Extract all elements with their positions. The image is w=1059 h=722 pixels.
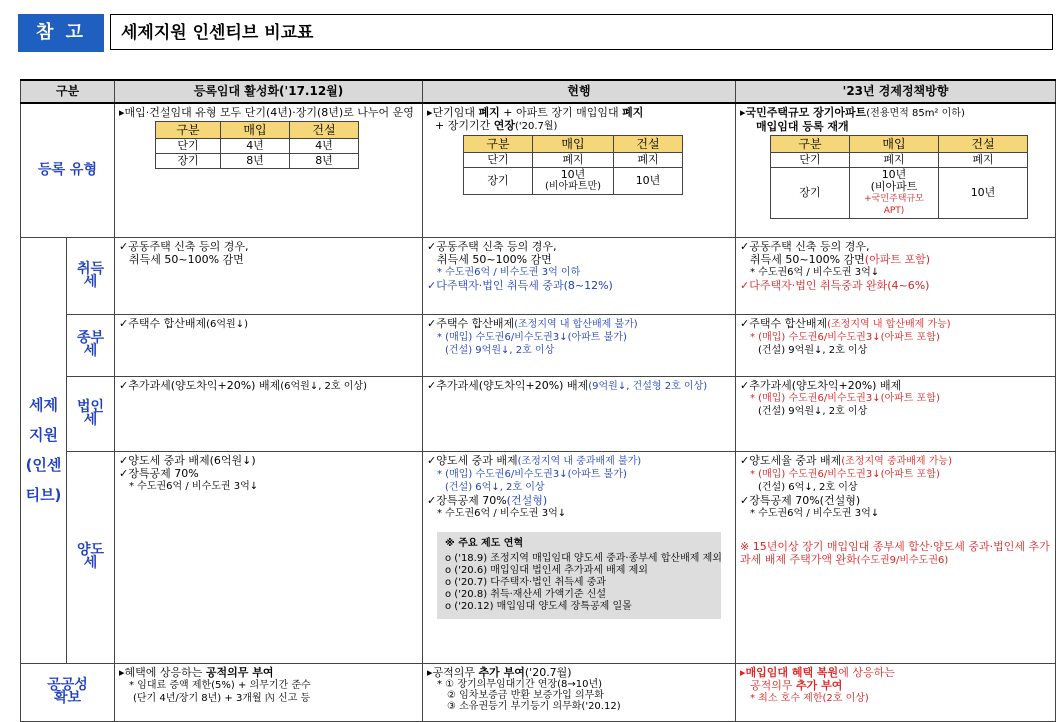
- t: * 수도권6억 / 비수도권 3억↓: [750, 266, 880, 278]
- t: ✓추가과세(양도차익+20%) 배제: [740, 378, 902, 392]
- sub-cell: [850, 168, 939, 219]
- corp-2017-cell: [115, 376, 423, 451]
- t: ✓장특공제 70%(건설형): [740, 493, 861, 507]
- reg-2023-cell: [736, 103, 1056, 237]
- t: ※ 주요 제도 연혁: [445, 537, 524, 549]
- sub-h: 구분: [464, 136, 533, 153]
- t: 추가 부여: [478, 665, 525, 679]
- comp-current-cell: [423, 314, 736, 376]
- reg-current-subtable: [463, 135, 683, 195]
- t: ✓주택수 합산배제: [740, 316, 828, 330]
- t: 취득세 50~100% 감면: [129, 252, 244, 266]
- t: 공적의무 부여: [205, 665, 274, 679]
- sub-h: 매입: [533, 136, 614, 153]
- t: * 수도권6억 / 비수도권 3억↓: [129, 480, 259, 492]
- t: 확보: [53, 690, 82, 706]
- reference-badge: 참 고: [18, 14, 104, 52]
- sub-cell: 8년: [221, 154, 290, 169]
- row-label-acquisition-tax: 취득세: [67, 237, 115, 314]
- t: (아파트 불가): [567, 331, 627, 343]
- t: (건설) 6억↓, 2호 이상: [758, 481, 858, 493]
- t: ✓양도세율 중과 배제: [740, 453, 842, 467]
- history-item: o ('18.9) 조정지역 매입임대 양도세 중과·종부세 합산배제 제외: [445, 552, 722, 564]
- sub-cell: 4년: [221, 139, 290, 154]
- t: 연장: [493, 119, 515, 132]
- row-group-tax-support: [21, 237, 67, 663]
- t: ③ 소유권등기 부기등기 의무화('20.12): [447, 700, 621, 712]
- t: (비아파트: [870, 180, 918, 193]
- col-header-2023: '23년 경제정책방향: [736, 80, 1056, 103]
- t: (단기 4년/장기 8년) + 3개월 內 신고 등: [133, 692, 311, 704]
- t: ✓양도세 중과 배제: [427, 453, 518, 467]
- t: 세제: [29, 396, 58, 414]
- sub-cell: 폐지: [533, 153, 614, 168]
- pub-2017-cell: [115, 663, 423, 721]
- comp-2017-cell: [115, 314, 423, 376]
- t: ✓장특공제 70%: [427, 493, 507, 507]
- col-header-2017: 등록임대 활성화('17.12월): [115, 80, 423, 103]
- t: (수도권9/비수도권6): [856, 554, 949, 566]
- acq-current-cell: [423, 237, 736, 314]
- sub-cell: 장기: [771, 168, 850, 219]
- t: (조정지역 중과배제 가능): [841, 455, 952, 467]
- t: (조정지역 내 합산배제 불가): [514, 318, 638, 330]
- row-label-public-interest: [21, 663, 115, 721]
- acq-2023-cell: [736, 237, 1056, 314]
- t: (아파트 불가): [567, 468, 627, 480]
- history-item: o ('20.6) 매입임대 법인세 추가과세 배제 제외: [445, 564, 648, 576]
- t: 추가 부여: [796, 678, 843, 692]
- t: * (매입) 수도권6/비수도권3↓(아파트 포함): [750, 468, 940, 480]
- t: ▸공적의무: [427, 665, 479, 679]
- corp-2023-cell: [736, 376, 1056, 451]
- t: ✓장특공제 70%: [119, 466, 199, 480]
- t: ('20.7월): [514, 121, 558, 132]
- t: + 장기기간: [435, 119, 494, 132]
- t: ※ 15년이상 장기 매입임대 종부세 합산·양도세 중과·법인세 추가과세 배제 주택가액 완화: [740, 539, 1050, 566]
- t: * 임대료 증액 제한(5%) + 의무기간 준수: [129, 679, 311, 691]
- t: ✓다주택자·법인 취득중과 완화(4~6%): [740, 278, 930, 292]
- t: 취득세 50~100% 감면: [437, 252, 552, 266]
- sub-cell: 폐지: [614, 153, 683, 168]
- sub-h: 매입: [221, 122, 290, 139]
- sub-cell: 8년: [290, 154, 359, 169]
- comp-2023-cell: [736, 314, 1056, 376]
- t: * (매입) 수도권6/비수도권3↓: [437, 468, 568, 480]
- sub-cell: 장기: [156, 154, 221, 169]
- t: ✓주택수 합산배제: [427, 316, 515, 330]
- t: ✓추가과세(양도차익+20%) 배제: [427, 378, 589, 392]
- pub-current-cell: [423, 663, 736, 721]
- t: ▸매입임대 혜택 복원: [740, 665, 839, 679]
- acq-2017-cell: [115, 237, 423, 314]
- t: ✓주택수 합산배제: [119, 316, 207, 330]
- t: (건설) 6억↓, 2호 이상: [445, 481, 545, 493]
- t: (건설) 9억원↓, 2호 이상: [445, 344, 555, 356]
- t: ✓공동주택 신축 등의 경우,: [427, 239, 557, 253]
- t: ✓다주택자·법인 취득세 중과(8~12%): [427, 278, 613, 292]
- t: 에 상응하는: [838, 665, 895, 679]
- t: ▸혜택에 상응하는: [119, 665, 206, 679]
- t: (인센: [25, 456, 62, 474]
- corp-current-cell: [423, 376, 736, 451]
- t: * 최소 호수 제한(2호 이상): [750, 692, 869, 704]
- t: (조정지역 내 합산배제 가능): [827, 318, 951, 330]
- t: + 아파트 장기 매입임대: [499, 106, 623, 119]
- t: 폐지: [478, 106, 500, 119]
- sub-cell: 폐지: [850, 153, 939, 168]
- t: * 수도권6억 / 비수도권 3억↓: [437, 507, 567, 519]
- sub-cell: 10년: [939, 168, 1028, 219]
- t: ✓추가과세(양도차익+20%) 배제: [119, 378, 281, 392]
- reg-current-cell: [423, 103, 736, 237]
- sub-h: 건설: [290, 122, 359, 139]
- transfer-2017-cell: [115, 451, 423, 663]
- t: ✓양도세 중과 배제(6억원↓): [119, 453, 256, 467]
- t: * (매입) 수도권6/비수도권3↓(아파트 포함): [750, 392, 940, 404]
- t: 매입임대 등록 재개: [756, 120, 849, 133]
- t: (6억원↓): [206, 318, 248, 330]
- t: ✓공동주택 신축 등의 경우,: [119, 239, 249, 253]
- pub-2023-cell: [736, 663, 1056, 721]
- history-item: o ('20.7) 다주택자·법인 취득세 중과: [445, 576, 607, 588]
- t: (건설) 9억원↓, 2호 이상: [758, 344, 868, 356]
- sub-h: 건설: [614, 136, 683, 153]
- t: 취득세 50~100% 감면: [750, 252, 865, 266]
- sub-cell: [533, 168, 614, 195]
- reg-2017-subtable: [155, 121, 359, 169]
- reg-2017-cell: [115, 103, 423, 237]
- transfer-2023-cell: [736, 451, 1056, 663]
- history-item: o ('20.8) 취득·재산세 가액기준 신설: [445, 588, 607, 600]
- t: * 수도권6억 / 비수도권 3억 이하: [437, 266, 581, 278]
- sub-cell: 10년: [614, 168, 683, 195]
- col-header-category: 구분: [21, 80, 115, 103]
- sub-h: 구분: [156, 122, 221, 139]
- t: (건설형): [506, 493, 548, 507]
- row-label-comprehensive-tax: 종부세: [67, 314, 115, 376]
- title-bar: [18, 14, 1055, 52]
- sub-cell: 단기: [464, 153, 533, 168]
- row-label-transfer-tax: 양도세: [67, 451, 115, 663]
- page-title: 세제지원 인센티브 비교표: [110, 14, 1053, 50]
- t: 공적의무: [750, 678, 797, 692]
- sub-cell: 4년: [290, 139, 359, 154]
- t: (조정지역 내 중과배제 불가): [517, 455, 642, 467]
- sub-cell: 장기: [464, 168, 533, 195]
- t: 지원: [29, 426, 58, 444]
- sub-h: 구분: [771, 136, 850, 153]
- sub-h: 건설: [939, 136, 1028, 153]
- t: * (매입) 수도권6/비수도권3↓(아파트 포함): [750, 331, 940, 343]
- policy-history-box: [437, 532, 721, 619]
- t: ✓공동주택 신축 등의 경우,: [740, 239, 870, 253]
- t: 10년: [560, 168, 586, 181]
- row-label-corporate-tax: 법인세: [67, 376, 115, 451]
- sub-cell: 폐지: [939, 153, 1028, 168]
- t: 10년: [881, 168, 907, 181]
- t: (전용면적 85m² 이하): [866, 108, 965, 119]
- t: 티브): [25, 486, 62, 504]
- t: +국민주택규모 APT): [864, 194, 924, 216]
- transfer-current-cell: [423, 451, 736, 663]
- comparison-table: [20, 79, 1056, 722]
- t: * 수도권6억 / 비수도권 3억↓: [750, 507, 880, 519]
- reg-2017-text: ▸매입·건설임대 유형 모두 단기(4년)·장기(8년)로 나누어 운영: [119, 106, 414, 119]
- t: * (매입) 수도권6/비수도권3↓: [437, 331, 568, 343]
- t: ▸국민주택규모 장기아파트: [740, 106, 867, 119]
- t: 폐지: [622, 106, 644, 119]
- sub-h: 매입: [850, 136, 939, 153]
- t: ② 임차보증금 반환 보증가입 의무화: [447, 689, 604, 701]
- row-label-registration: 등록 유형: [21, 103, 115, 237]
- t: ('20.7월): [524, 665, 572, 679]
- history-item: o ('20.12) 매입임대 양도세 장특공제 일몰: [445, 600, 632, 612]
- t: (9억원↓, 건설형 2호 이상): [588, 380, 708, 392]
- t: (아파트 포함): [864, 252, 931, 266]
- t: 공공성: [47, 677, 88, 693]
- t: (6억원↓, 2호 이상): [280, 380, 367, 392]
- sub-cell: 단기: [771, 153, 850, 168]
- t: (건설) 9억원↓, 2호 이상: [758, 405, 868, 417]
- sub-cell: 단기: [156, 139, 221, 154]
- t: * ① 장기의무임대기간 연장(8→10년): [437, 678, 603, 690]
- t: (비아파트만): [544, 181, 602, 192]
- t: ▸단기임대: [427, 106, 479, 119]
- col-header-current: 현행: [423, 80, 736, 103]
- reg-2023-subtable: [770, 135, 1028, 219]
